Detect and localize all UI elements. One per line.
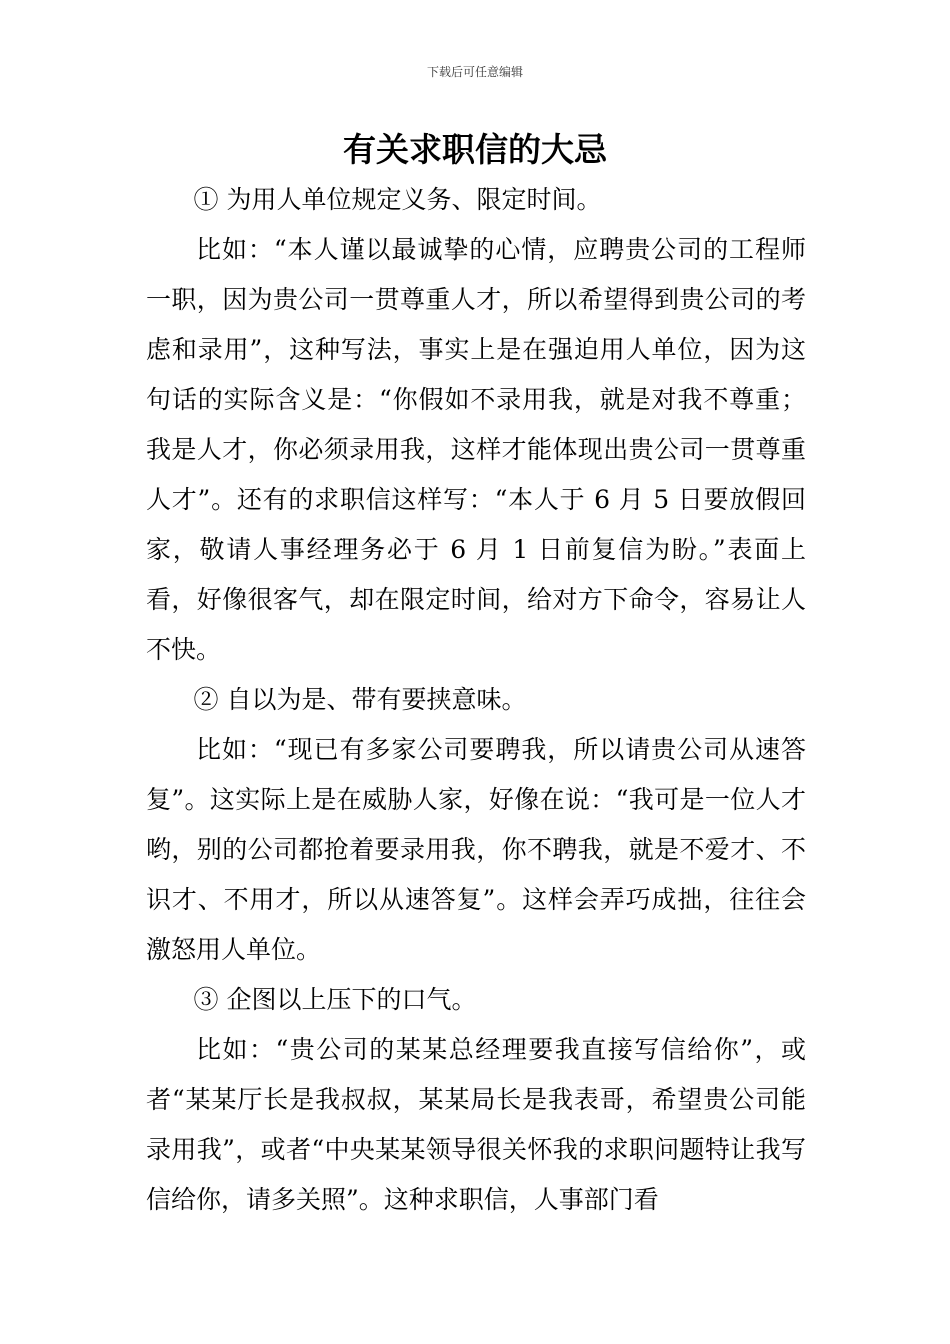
paragraph-1: 比如：“本人谨以最诚挚的心情，应聘贵公司的工程师一职，因为贵公司一贯尊重人才，所以希望得到贵公司的考虑和录用”，这种写法，事实上是在强迫用人单位，因为这句话的实际含义是：“你假如不录用我，就是对我不尊重；我是人才，你必须录用我，这样才能体现出贵公司一贯尊重人才”。还有的求职信这样写：“本人于 6 月 5 日要放假回家，敬请人事经理务必于 6 月 1 日前复信为盼。”表面上看，好像很客气，却在限定时间，给对方下命令，容易让人不快。 [146, 235, 806, 664]
page-header-note: 下载后可任意编辑 [426, 65, 523, 79]
paragraph-2: 比如：“现已有多家公司要聘我，所以请贵公司从速答复”。这实际上是在威胁人家，好像在说：“我可是一位人才哟，别的公司都抢着要录用我，你不聘我，就是不爱才、不识才、不用才，所以从速答复”。这样会弄巧成拙，往往会激怒用人单位。 [146, 735, 806, 964]
document-body [146, 175, 806, 1225]
section-heading-3: ③ 企图以上压下的口气。 [193, 985, 477, 1014]
section-heading-2: ② 自以为是、带有要挟意味。 [193, 685, 527, 714]
paragraph-3: 比如：“贵公司的某某总经理要我直接写信给你”，或者“某某厅长是我叔叔，某某局长是我表哥，希望贵公司能录用我”，或者“中央某某领导很关怀我的求职问题特让我写信给你，请多关照”。这种求职信，人事部门看 [146, 1035, 806, 1214]
section-heading-1: ① 为用人单位规定义务、限定时间。 [193, 185, 602, 214]
document-title: 有关求职信的大忌 [343, 130, 607, 169]
